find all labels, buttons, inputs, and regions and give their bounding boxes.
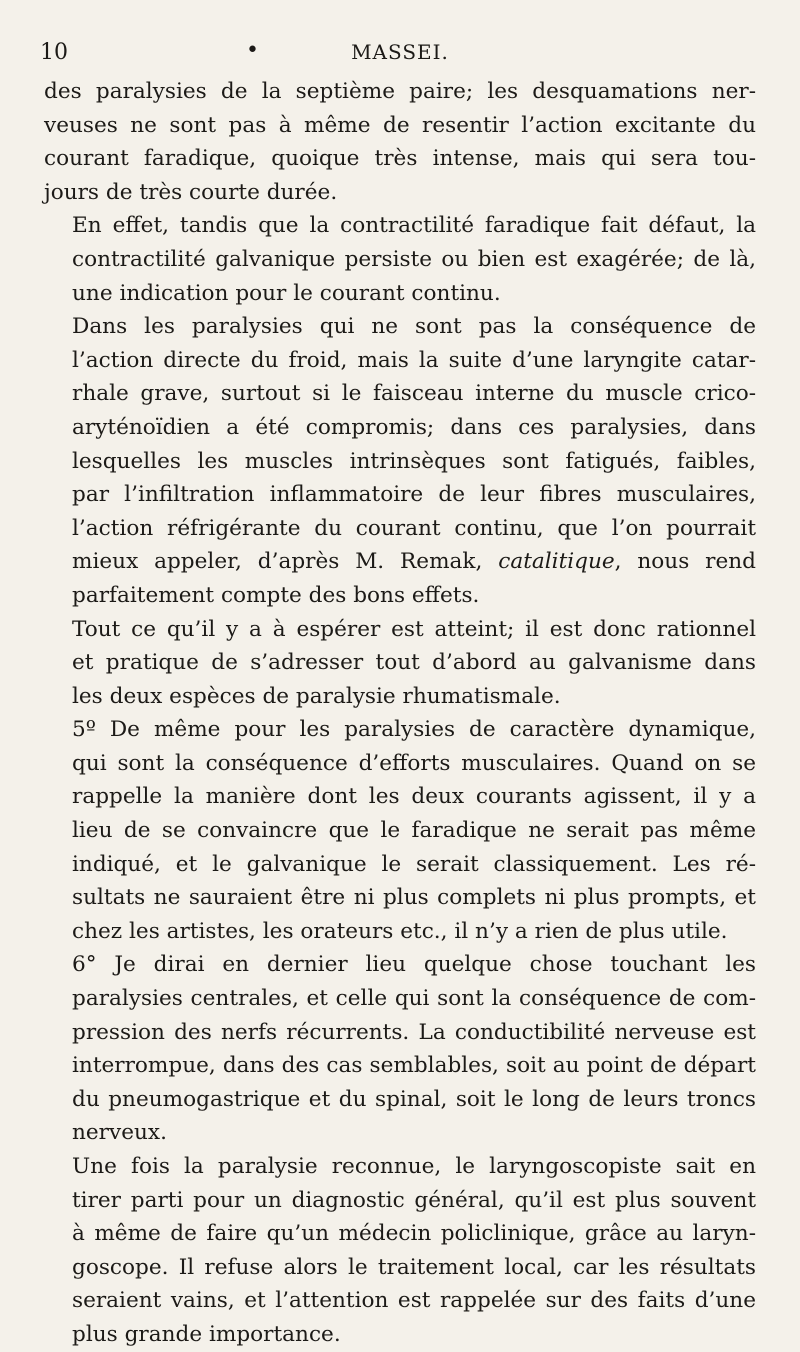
paragraph-6 [44, 948, 756, 1150]
body-text [44, 75, 756, 1352]
text-line: les deux espèces de paralysie rhumatismale. [72, 683, 561, 709]
text-line: 6° Je dirai en dernier lieu quelque chose touchant les [72, 952, 756, 978]
text-line: 5º De même pour les paralysies de caractère dynamique, [72, 717, 756, 743]
paragraph-4 [44, 613, 756, 714]
text-line: jours de très courte durée. [44, 179, 338, 205]
text-line: par l’infiltration inflammatoire de leur fibres musculaires, [72, 482, 756, 508]
text-line: du pneumogastrique et du spinal, soit le long de leurs troncs [72, 1086, 756, 1112]
text-line: contractilité galvanique persiste ou bien est exagérée; de là, [72, 246, 756, 272]
text-line: des paralysies de la septième paire; les desquamations ner- [44, 79, 756, 104]
text-line: goscope. Il refuse alors le traitement local, car les résultats [72, 1254, 756, 1280]
text-line: l’action réfrigérante du courant continu, que l’on pourrait [72, 515, 756, 541]
text-line: aryténoïdien a été compromis; dans ces paralysies, dans [72, 414, 756, 440]
text-line: seraient vains, et l’attention est rappelée sur des faits d’une [72, 1288, 756, 1314]
text-line: l’action directe du froid, mais la suite d’une laryngite catar- [72, 347, 756, 373]
text-line: paralysies centrales, et celle qui sont la conséquence de com- [72, 986, 756, 1012]
paragraph-2 [44, 209, 756, 310]
text-line: veuses ne sont pas à même de resentir l’action excitante du [44, 112, 756, 138]
text-segment: mieux appeler, d’après M. Remak, [72, 549, 499, 575]
text-line: et pratique de s’adresser tout d’abord au galvanisme dans [72, 650, 756, 676]
running-title: MASSEI. [351, 40, 449, 64]
text-line-with-italic [44, 545, 756, 579]
text-line: Une fois la paralysie reconnue, le laryngoscopiste sait en [72, 1154, 756, 1179]
text-line: à même de faire qu’un médecin policlinique, grâce au laryn- [72, 1221, 756, 1247]
page-header [36, 36, 764, 76]
text-line: interrompue, dans des cas semblables, soit au point de départ [72, 1053, 756, 1079]
text-line: lieu de se convaincre que le faradique ne serait pas même [72, 818, 756, 844]
text-line: sultats ne sauraient être ni plus complets ni plus prompts, et [72, 885, 756, 911]
text-line: rhale grave, surtout si le faisceau interne du muscle crico- [72, 381, 756, 407]
text-line: lesquelles les muscles intrinsèques sont fatigués, faibles, [72, 448, 756, 474]
text-segment: , nous rend [614, 549, 756, 575]
paragraph-1 [44, 75, 756, 209]
paragraph-7 [44, 1150, 756, 1352]
paragraph-5 [44, 713, 756, 948]
text-line: qui sont la conséquence d’efforts musculaires. Quand on se [72, 750, 756, 776]
text-line: plus grande importance. [72, 1321, 341, 1347]
text-line: chez les artistes, les orateurs etc., il n’y a rien de plus utile. [72, 918, 728, 944]
text-line: Tout ce qu’il y a à espérer est atteint; il est donc rationnel [72, 616, 756, 642]
text-line: rappelle la manière dont les deux courants agissent, il y a [72, 784, 756, 810]
header-separator: • [246, 38, 259, 63]
paragraph-3 [44, 310, 756, 612]
text-line: En effet, tandis que la contractilité faradique fait défaut, la [72, 213, 756, 239]
italic-term: catalitique [498, 549, 615, 575]
text-line: indiqué, et le galvanique le serait classiquement. Les ré- [72, 851, 756, 877]
text-line: courant faradique, quoique très intense, mais qui sera tou- [44, 146, 756, 172]
text-line: une indication pour le courant continu. [72, 280, 501, 306]
page-number: 10 [40, 40, 68, 65]
text-line: parfaitement compte des bons effets. [72, 582, 480, 608]
text-line: Dans les paralysies qui ne sont pas la conséquence de [72, 314, 756, 340]
text-line: nerveux. [72, 1120, 167, 1146]
text-line: tirer parti pour un diagnostic général, qu’il est plus souvent [72, 1187, 756, 1213]
text-line: pression des nerfs récurrents. La conductibilité nerveuse est [72, 1019, 756, 1045]
